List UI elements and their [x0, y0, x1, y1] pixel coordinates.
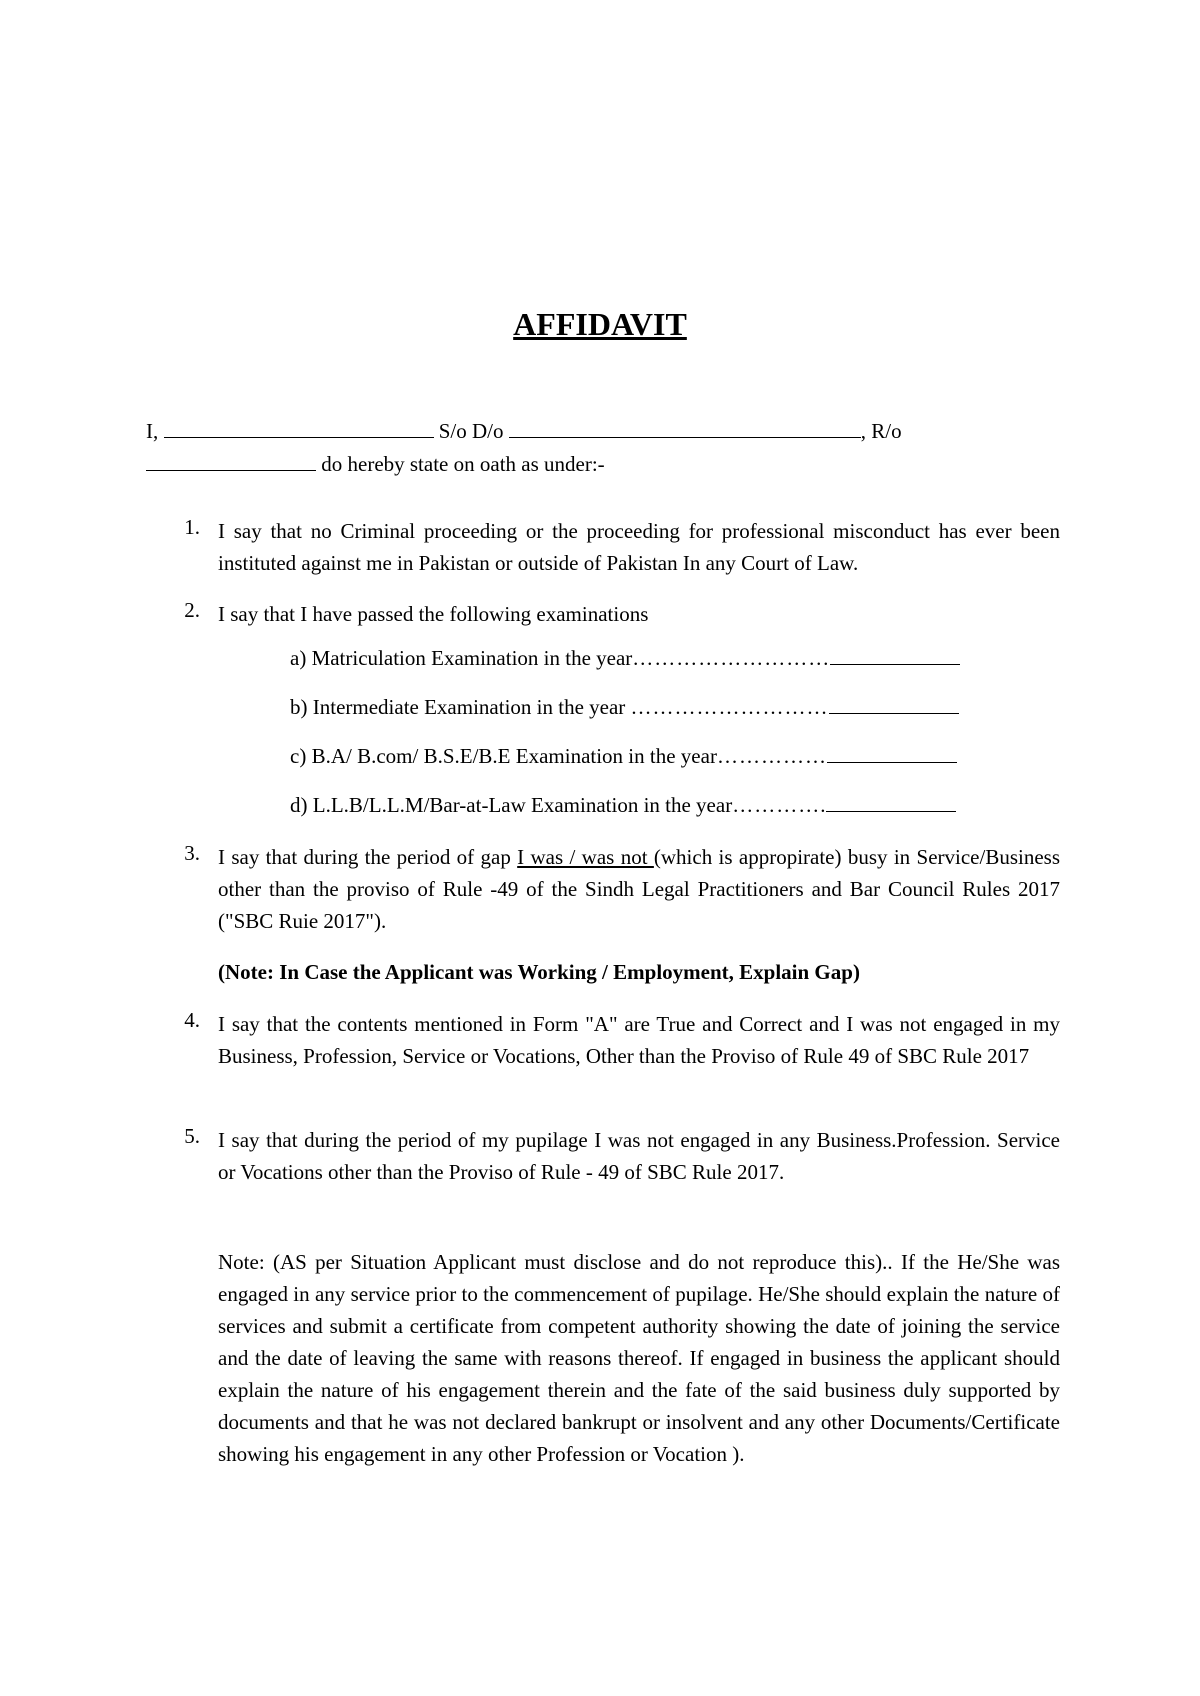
exam-dots: ……………: [716, 744, 827, 768]
final-note-text: Note: (AS per Situation Applicant must disclose and do not reproduce this).. If the He/She was engaged in any service prior to the commencement of pupilage. He/She should explain the nature of services and submit a certificate from competent authority showing the date of joining the service and the date of leaving the same with reasons thereof. If engaged in business the applicant should explain the nature of his engagement therein and the fate of the said business duly supported by documents and that he was not declared bankrupt or insolvent and any other Documents/Certificate showing his engagement in any other Profession or Vocation ).: [218, 1250, 1060, 1466]
item-number: 1.: [184, 515, 200, 539]
intro-line-1: [146, 419, 902, 444]
exam-label: a) Matriculation Examination in the year: [290, 646, 633, 670]
intro-line-2: [146, 452, 605, 477]
item-number: 4.: [184, 1008, 200, 1032]
exam-row-intermediate: [290, 695, 959, 720]
parent-name-blank-field[interactable]: [509, 419, 861, 438]
item-text: I say that during the period of my pupilage I was not engaged in any Business.Profession. Service or Vocations other than the Proviso of Rule - 49 of SBC Rule 2017.: [218, 1128, 1060, 1184]
exam-dots: ………………………: [630, 695, 829, 719]
item-number: 2.: [184, 598, 200, 622]
item-text: I say that the contents mentioned in Form "A" are True and Correct and I was not engaged in my Business, Profession, Service or Vocations, Other than the Proviso of Rule 49 of SBC Rule 2017: [218, 1012, 1060, 1068]
intro-i-label: I,: [146, 419, 159, 443]
exam-row-bachelor: [290, 744, 957, 769]
item-text: I say that I have passed the following examinations: [218, 602, 649, 626]
item-number: 5.: [184, 1124, 200, 1148]
exam-year-blank-field[interactable]: [826, 793, 956, 812]
exam-row-matriculation: [290, 646, 960, 671]
item-underlined-choice: I was / was not: [517, 845, 654, 869]
residence-blank-field[interactable]: [146, 452, 316, 471]
exam-year-blank-field[interactable]: [830, 646, 960, 665]
item-text: [218, 841, 1060, 937]
gap-note-text: (Note: In Case the Applicant was Working / Employment, Explain Gap): [218, 960, 860, 984]
intro-so-label: S/o D/o: [438, 419, 504, 443]
intro-oath-text: do hereby state on oath as under:-: [321, 452, 605, 476]
exam-year-blank-field[interactable]: [827, 744, 957, 763]
name-blank-field[interactable]: [164, 419, 434, 438]
intro-ro-label: , R/o: [860, 419, 902, 443]
exam-year-blank-field[interactable]: [829, 695, 959, 714]
exam-label: c) B.A/ B.com/ B.S.E/B.E Examination in the year: [290, 744, 717, 768]
item-text-part: (which is appropirate) busy in Service/Business other than the proviso of Rule -49 of the Sindh Legal Practitioners and Bar Council Rules 2017 ("SBC Ruie 2017").: [218, 845, 1061, 933]
exam-dots: ………………………: [632, 646, 831, 670]
exam-dots: ………….: [732, 793, 827, 817]
exam-label: b) Intermediate Examination in the year: [290, 695, 631, 719]
item-text: I say that no Criminal proceeding or the proceeding for professional misconduct has ever been instituted against me in Pakistan or outside of Pakistan In any Court of Law.: [218, 519, 1060, 575]
item-number: 3.: [184, 841, 200, 865]
document-title: AFFIDAVIT: [513, 306, 687, 342]
exam-label: d) L.L.B/L.L.M/Bar-at-Law Examination in the year: [290, 793, 733, 817]
exam-row-law: [290, 793, 956, 818]
item-text-part: I say that during the period of gap: [218, 845, 518, 869]
